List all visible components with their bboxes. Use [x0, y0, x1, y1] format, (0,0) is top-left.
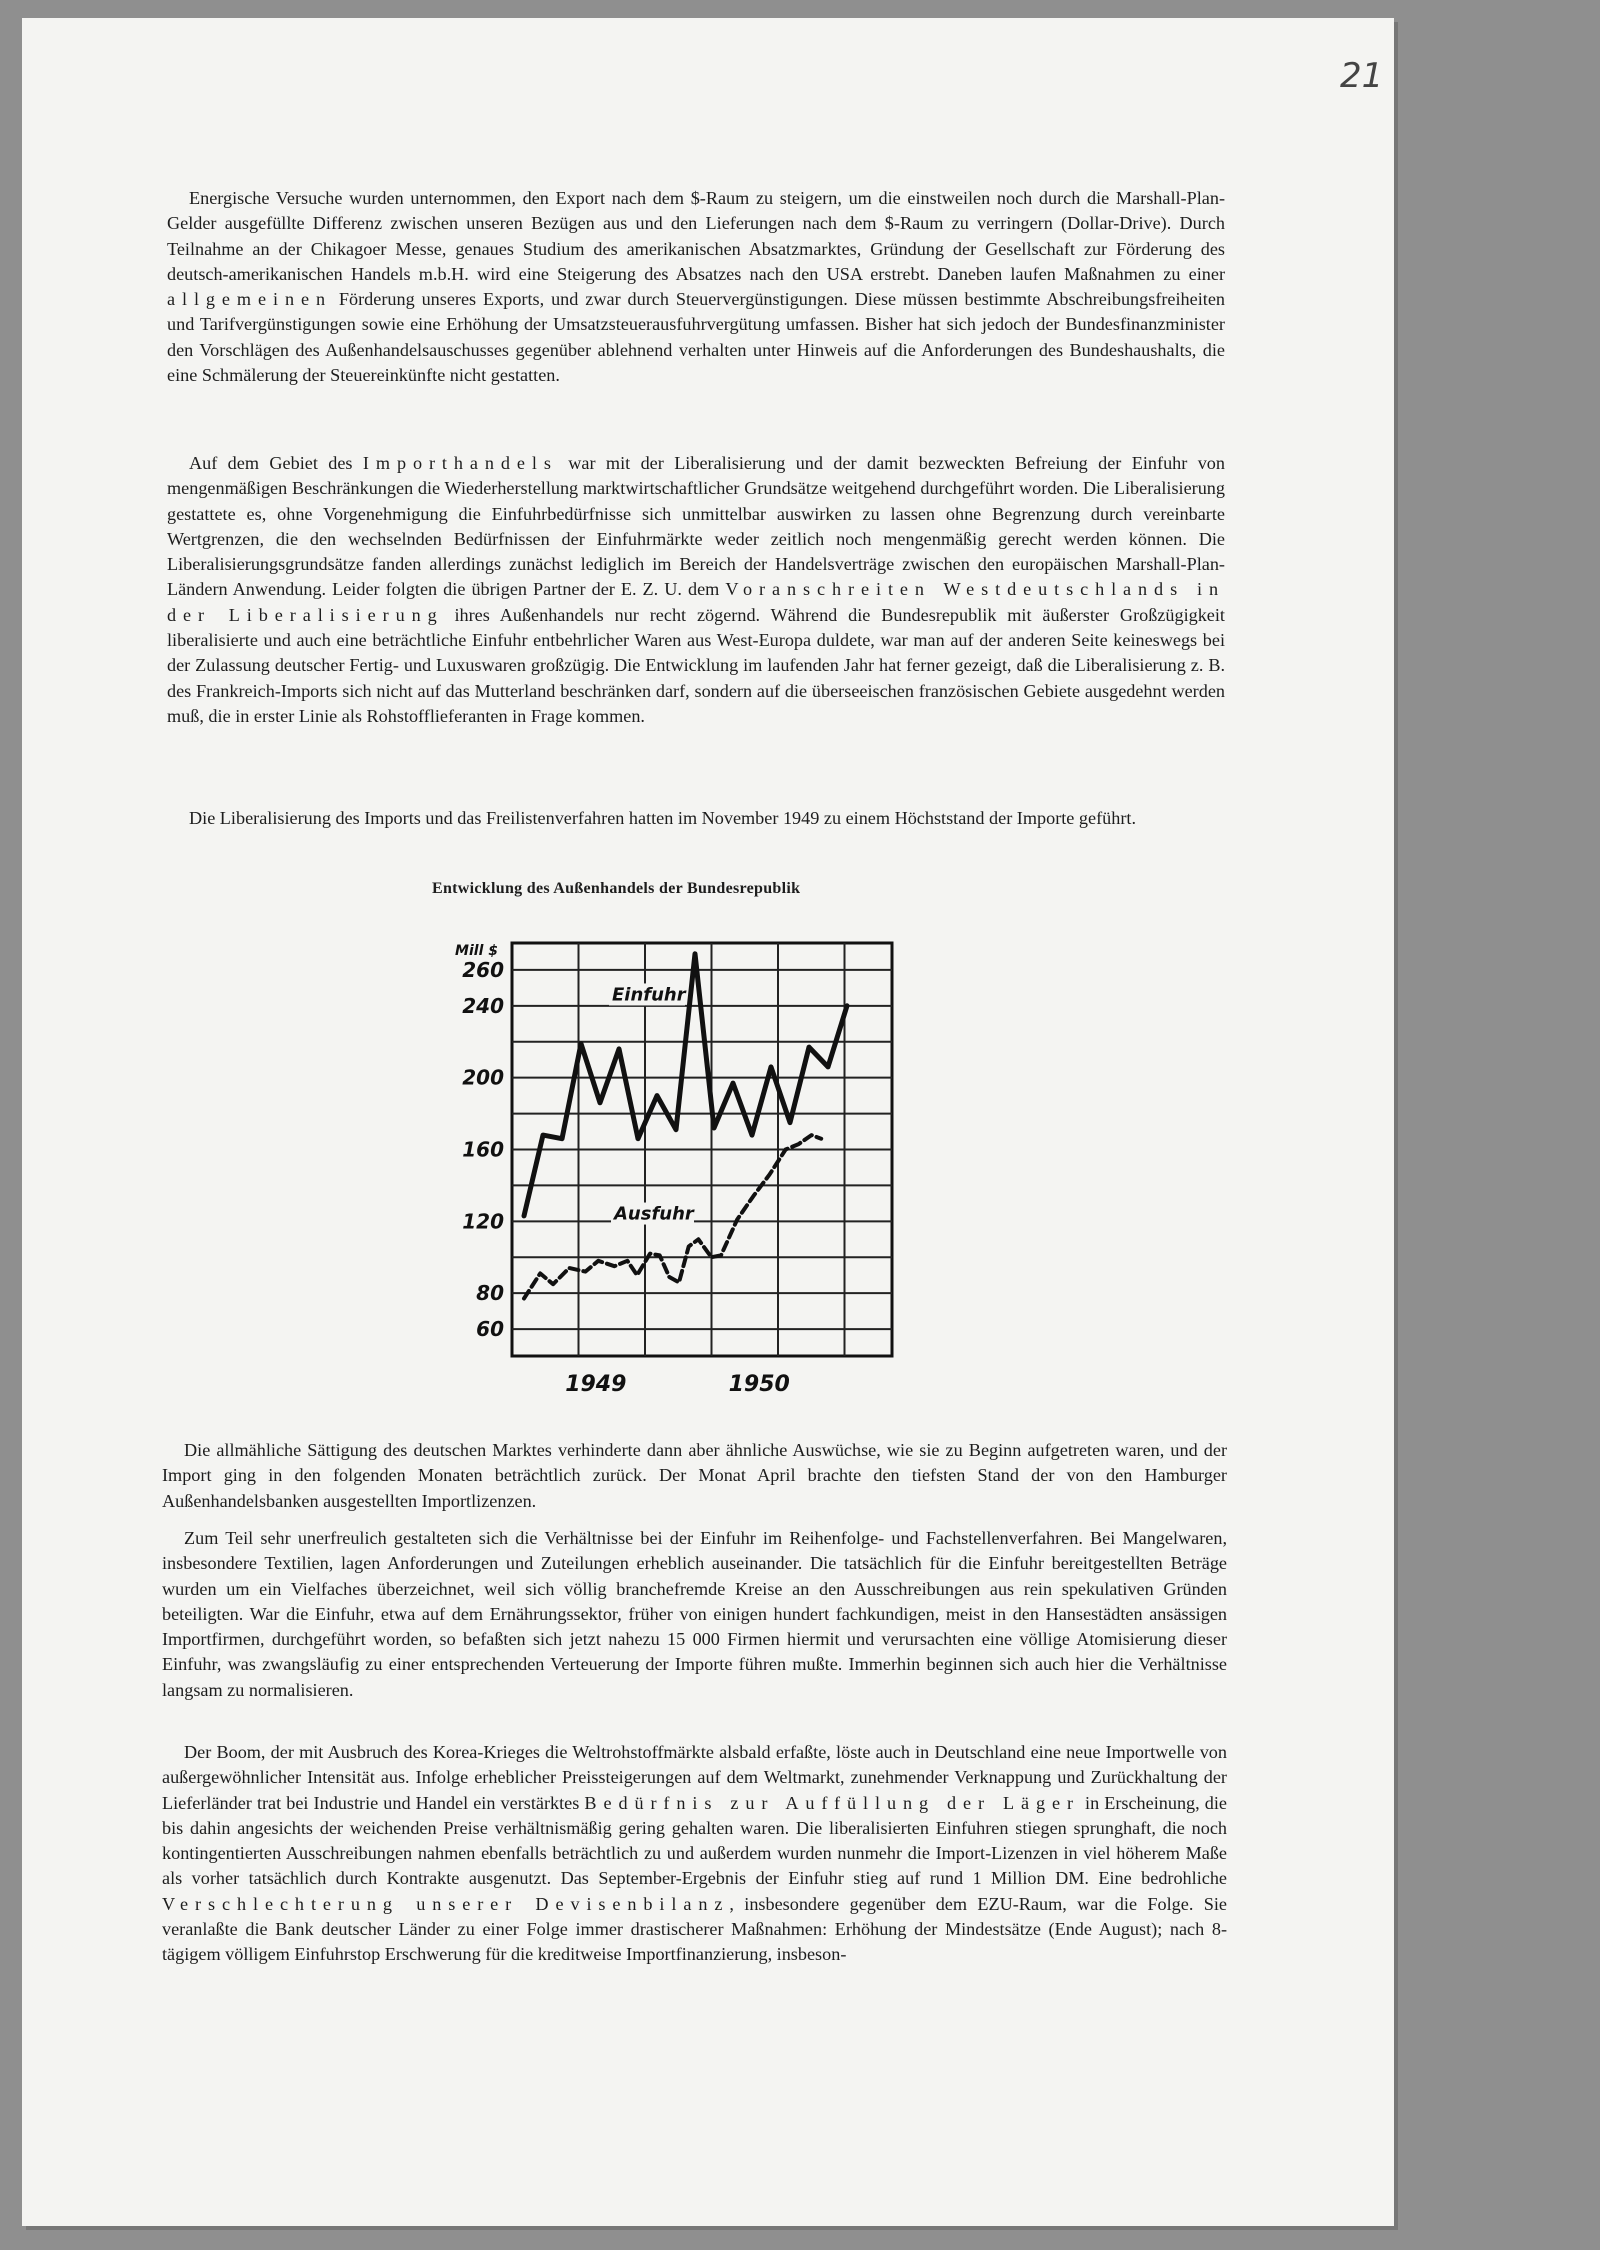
document-page — [22, 18, 1394, 2226]
text-run: Die Liberalisierung des Imports und das Freilistenverfahren hatten im November 1949 zu einem Höchststand der Importe geführt. — [189, 808, 1136, 828]
x-year-label: 1949 — [565, 1372, 627, 1397]
emphasis-text: Voranschreiten Westdeutschlands in der Liberalisierung — [167, 579, 1225, 625]
y-tick-label: 60 — [476, 1317, 504, 1342]
y-tick-label: 120 — [462, 1209, 504, 1234]
emphasis-text: Bedürfnis zur Auffüllung der Läger — [584, 1792, 1080, 1813]
paragraph-allocation — [162, 1526, 1227, 1703]
trade-chart — [452, 923, 952, 1403]
text-run: Auf dem Gebiet des — [189, 453, 363, 473]
y-tick-label: 200 — [462, 1065, 504, 1090]
series-label-einfuhr: Einfuhr — [612, 984, 686, 1006]
text-run: ihres Außenhandels nur recht zögernd. Während die Bundesrepublik mit äußerster Großzügigkeit liberalisierte und auch eine beträchtliche Einfuhr entbehrlicher Waren aus West-Europa duldete, war man auf der anderen Seite keineswegs bei der Zulassung deutscher Fertig- und Luxuswaren großzügig. Die Entwicklung im laufenden Jahr hat ferner gezeigt, daß die Liberalisierung z. B. des Frankreich-Imports sich nicht auf das Mutterland beschränken darf, sondern auf die überseeischen französischen Gebiete ausgedehnt werden muß, die in erster Linie als Rohstofflieferanten in Frage kommen. — [167, 604, 1225, 726]
series-label-ausfuhr: Ausfuhr — [614, 1203, 694, 1225]
y-tick-label: 240 — [462, 993, 504, 1018]
text-run: Die allmähliche Sättigung des deutschen Marktes verhinderte dann aber ähnliche Auswüchse, wie sie zu Beginn aufgetreten waren, und der Import ging in den folgenden Monaten beträchtlich zurück. Der Monat April brachte den tiefsten Stand der von den Hamburger Außenhandelsbanken ausgestellten Importlizenzen. — [162, 1440, 1227, 1511]
paragraph-export — [167, 186, 1225, 388]
text-run: Energische Versuche wurden unternommen, den Export nach dem $-Raum zu steigern, um die einstweilen noch durch die Marshall-Plan-Gelder ausgefüllte Differenz zwischen unseren Bezügen aus und den Lieferungen nach dem $-Raum zu verringern (Dollar-Drive). Durch Teilnahme an der Chikagoer Messe, genaues Studium des amerikanischen Absatzmarktes, Gründung der Gesellschaft zur Förderung des deutsch-amerikanischen Handels m.b.H. wird eine Steigerung des Absatzes nach den USA erstrebt. Daneben laufen Maßnahmen zu einer — [167, 188, 1225, 284]
chart-title: Entwicklung des Außenhandels der Bundesrepublik — [432, 880, 801, 897]
text-run: , insbesondere gegenüber dem EZU-Raum, war die Folge. Sie veranlaßte die Bank deutscher Länder zu einer Folge immer drastischerer Maßnahmen: Erhöhung der Mindestsätze (Ende August); nach 8-tägigem völligem Einfuhrstop Erschwerung für die kreditweise Importfinanzierung, insbeson- — [162, 1893, 1227, 1965]
paragraph-liberalisation — [167, 806, 1225, 831]
text-run: Der Boom, der mit Ausbruch des Korea-Krieges die Weltrohstoffmärkte alsbald erfaßte, löste auch in Deutschland eine neue Importwelle von außergewöhnlicher Intensität aus. Infolge erheblicher Preissteigerungen auf dem Weltmarkt, zunehmender Verknappung und Zurückhaltung der Lieferländer trat bei Industrie und Handel ein verstärktes — [162, 1742, 1227, 1813]
text-run: war mit der Liberalisierung und der damit bezweckten Befreiung der Einfuhr von mengenmäßigen Beschränkungen die Wiederherstellung marktwirtschaftlicher Grundsätze weitgehend durchgeführt worden. Die Liberalisierung gestattete es, ohne Vorgenehmigung die Einfuhrbedürfnisse sich unmittelbar auswirken zu lassen ohne Begrenzung durch vereinbarte Wertgrenzen, die den wechselnden Bedürfnissen der Einfuhrmärkte weder zeitlich noch mengenmäßig gerecht werden können. Die Liberalisierungsgrundsätze fanden allerdings zunächst lediglich im Bereich der Handelsverträge zwischen den europäischen Marshall-Plan-Ländern Anwendung. Leider folgten die übrigen Partner der E. Z. U. dem — [167, 453, 1225, 600]
y-tick-label: 80 — [476, 1281, 504, 1306]
emphasis-text: Importhandels — [362, 453, 558, 473]
paragraph-korea-boom — [162, 1740, 1227, 1968]
page-number: 21 — [1340, 56, 1384, 96]
paragraph-import — [167, 451, 1225, 729]
y-axis-unit: Mill $ — [455, 943, 498, 959]
text-run: Zum Teil sehr unerfreulich gestalteten sich die Verhältnisse bei der Einfuhr im Reihenfolge- und Fachstellenverfahren. Bei Mangelwaren, insbesondere Textilien, lagen Anforderungen und Zuteilungen erheblich auseinander. Die tatsächlich für die Einfuhr bereitgestellten Beträge wurden um ein Vielfaches überzeichnet, weil sich völlig branchefremde Kreise an den Ausschreibungen aus rein spekulativen Gründen beteiligten. War die Einfuhr, etwa auf dem Ernährungssektor, früher von einigen hundert fachkundigen, meist in den Hansestädten ansässigen Importfirmen, durchgeführt worden, so befaßten sich jetzt nahezu 15 000 Firmen hiermit und verursachten eine völlige Atomisierung dieser Einfuhr, was zwangsläufig zu einer entsprechenden Verteuerung der Importe führen mußte. Immerhin beginnen sich auch hier die Verhältnisse langsam zu normalisieren. — [162, 1528, 1227, 1700]
text-run: in Erscheinung, die bis dahin angesichts der weichenden Preise verhältnismäßig gering gehalten waren. Die liberalisierten Einfuhren stiegen sprunghaft, die noch kontingentierten Ausschreibungen nahmen ebenfalls beträchtlich zu und außerdem wurden nunmehr die Import-Lizenzen in viel höherem Maße als vorher tatsächlich durch Kontrakte ausgenutzt. Das September-Ergebnis der Einfuhr stieg auf rund 1 Million DM. Eine bedrohliche — [162, 1792, 1227, 1889]
paragraph-saturation — [162, 1438, 1227, 1514]
x-year-label: 1950 — [728, 1372, 790, 1397]
text-run: Förderung unseres Exports, und zwar durch Steuervergünstigungen. Diese müssen bestimmte Abschreibungsfreiheiten und Tarifvergünstigungen sowie eine Erhöhung der Umsatzsteuerausfuhrvergütung umfassen. Bisher hat sich jedoch der Bundesfinanzminister den Vorschlägen des Außenhandelsauschusses gegenüber ablehnend verhalten unter Hinweis auf die Anforderungen des Bundeshaushalts, die eine Schmälerung der Steuereinkünfte nicht gestatten. — [167, 289, 1225, 386]
emphasis-text: allgemeinen — [167, 289, 332, 310]
y-tick-label: 260 — [462, 957, 504, 982]
emphasis-text: Verschlechterung unserer Devisenbilanz — [162, 1893, 730, 1914]
y-tick-label: 160 — [462, 1137, 504, 1162]
